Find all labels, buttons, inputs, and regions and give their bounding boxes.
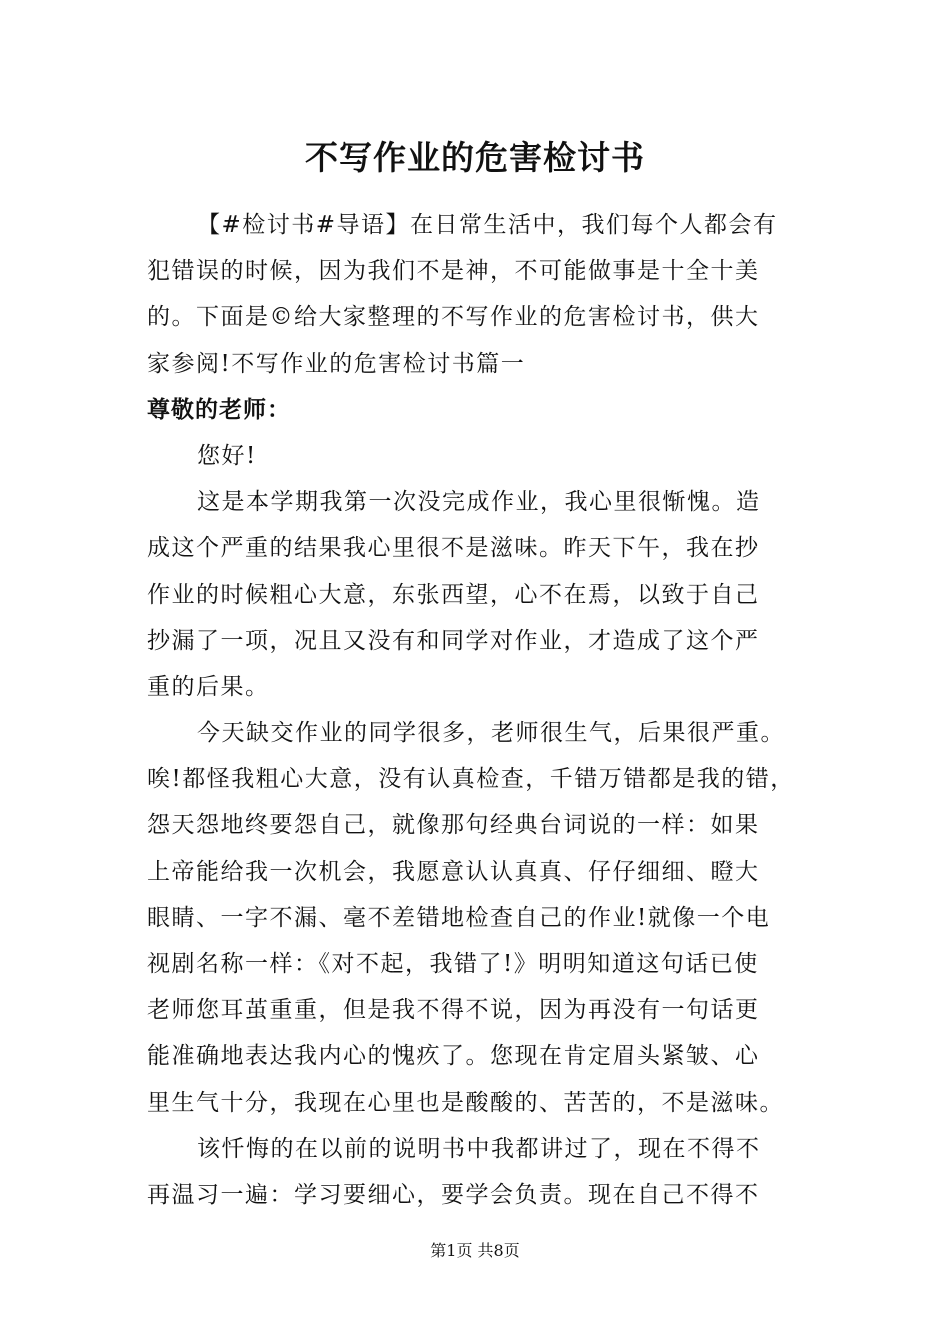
text-line: 里生气十分，我现在心里也是酸酸的、苦苦的，不是滋味。 <box>147 1089 784 1116</box>
page-number: 第1页 共8页 <box>430 1241 520 1260</box>
text-line: 这是本学期我第一次没完成作业，我心里很惭愧。造 <box>197 489 761 516</box>
text-line: 【#检讨书#导语】在日常生活中，我们每个人都会有 <box>197 212 778 238</box>
text-line: 抄漏了一项，况且又没有和同学对作业，才造成了这个严 <box>147 627 760 654</box>
text-line: 犯错误的时候，因为我们不是神，不可能做事是十全十美 <box>147 258 760 285</box>
text-line: 怨天怨地终要怨自己，就像那句经典台词说的一样：如果 <box>147 812 760 839</box>
text-line: 重的后果。 <box>147 673 270 700</box>
text-line: 能准确地表达我内心的愧疚了。您现在肯定眉头紧皱、心 <box>147 1043 760 1070</box>
document-body <box>147 202 811 1218</box>
text-line: 该忏悔的在以前的说明书中我都讲过了，现在不得不 <box>197 1135 761 1162</box>
text-line: 眼睛、一字不漏、毫不差错地检查自己的作业!就像一个电 <box>147 904 771 931</box>
text-line: 唉!都怪我粗心大意，没有认真检查，千错万错都是我的错， <box>147 766 795 793</box>
text-line: 老师您耳茧重重，但是我不得不说，因为再没有一句话更 <box>147 997 760 1024</box>
text-line: 上帝能给我一次机会，我愿意认认真真、仔仔细细、瞪大 <box>147 858 760 885</box>
text-line: 作业的时候粗心大意，东张西望，心不在焉，以致于自己 <box>147 581 760 608</box>
text-line: 成这个严重的结果我心里很不是滋味。昨天下午，我在抄 <box>147 535 760 562</box>
greeting: 您好! <box>197 442 257 469</box>
text-line: 家参阅!不写作业的危害检讨书篇一 <box>147 350 526 377</box>
salutation: 尊敬的老师： <box>147 395 291 423</box>
text-line: 的。下面是©给大家整理的不写作业的危害检讨书，供大 <box>147 304 760 331</box>
page-title: 不写作业的危害检讨书 <box>305 138 645 177</box>
text-line: 今天缺交作业的同学很多，老师很生气，后果很严重。 <box>197 720 785 747</box>
text-line: 视剧名称一样：《对不起，我错了!》明明知道这句话已使 <box>147 951 759 977</box>
text-line: 再温习一遍：学习要细心，要学会负责。现在自己不得不 <box>147 1181 760 1208</box>
